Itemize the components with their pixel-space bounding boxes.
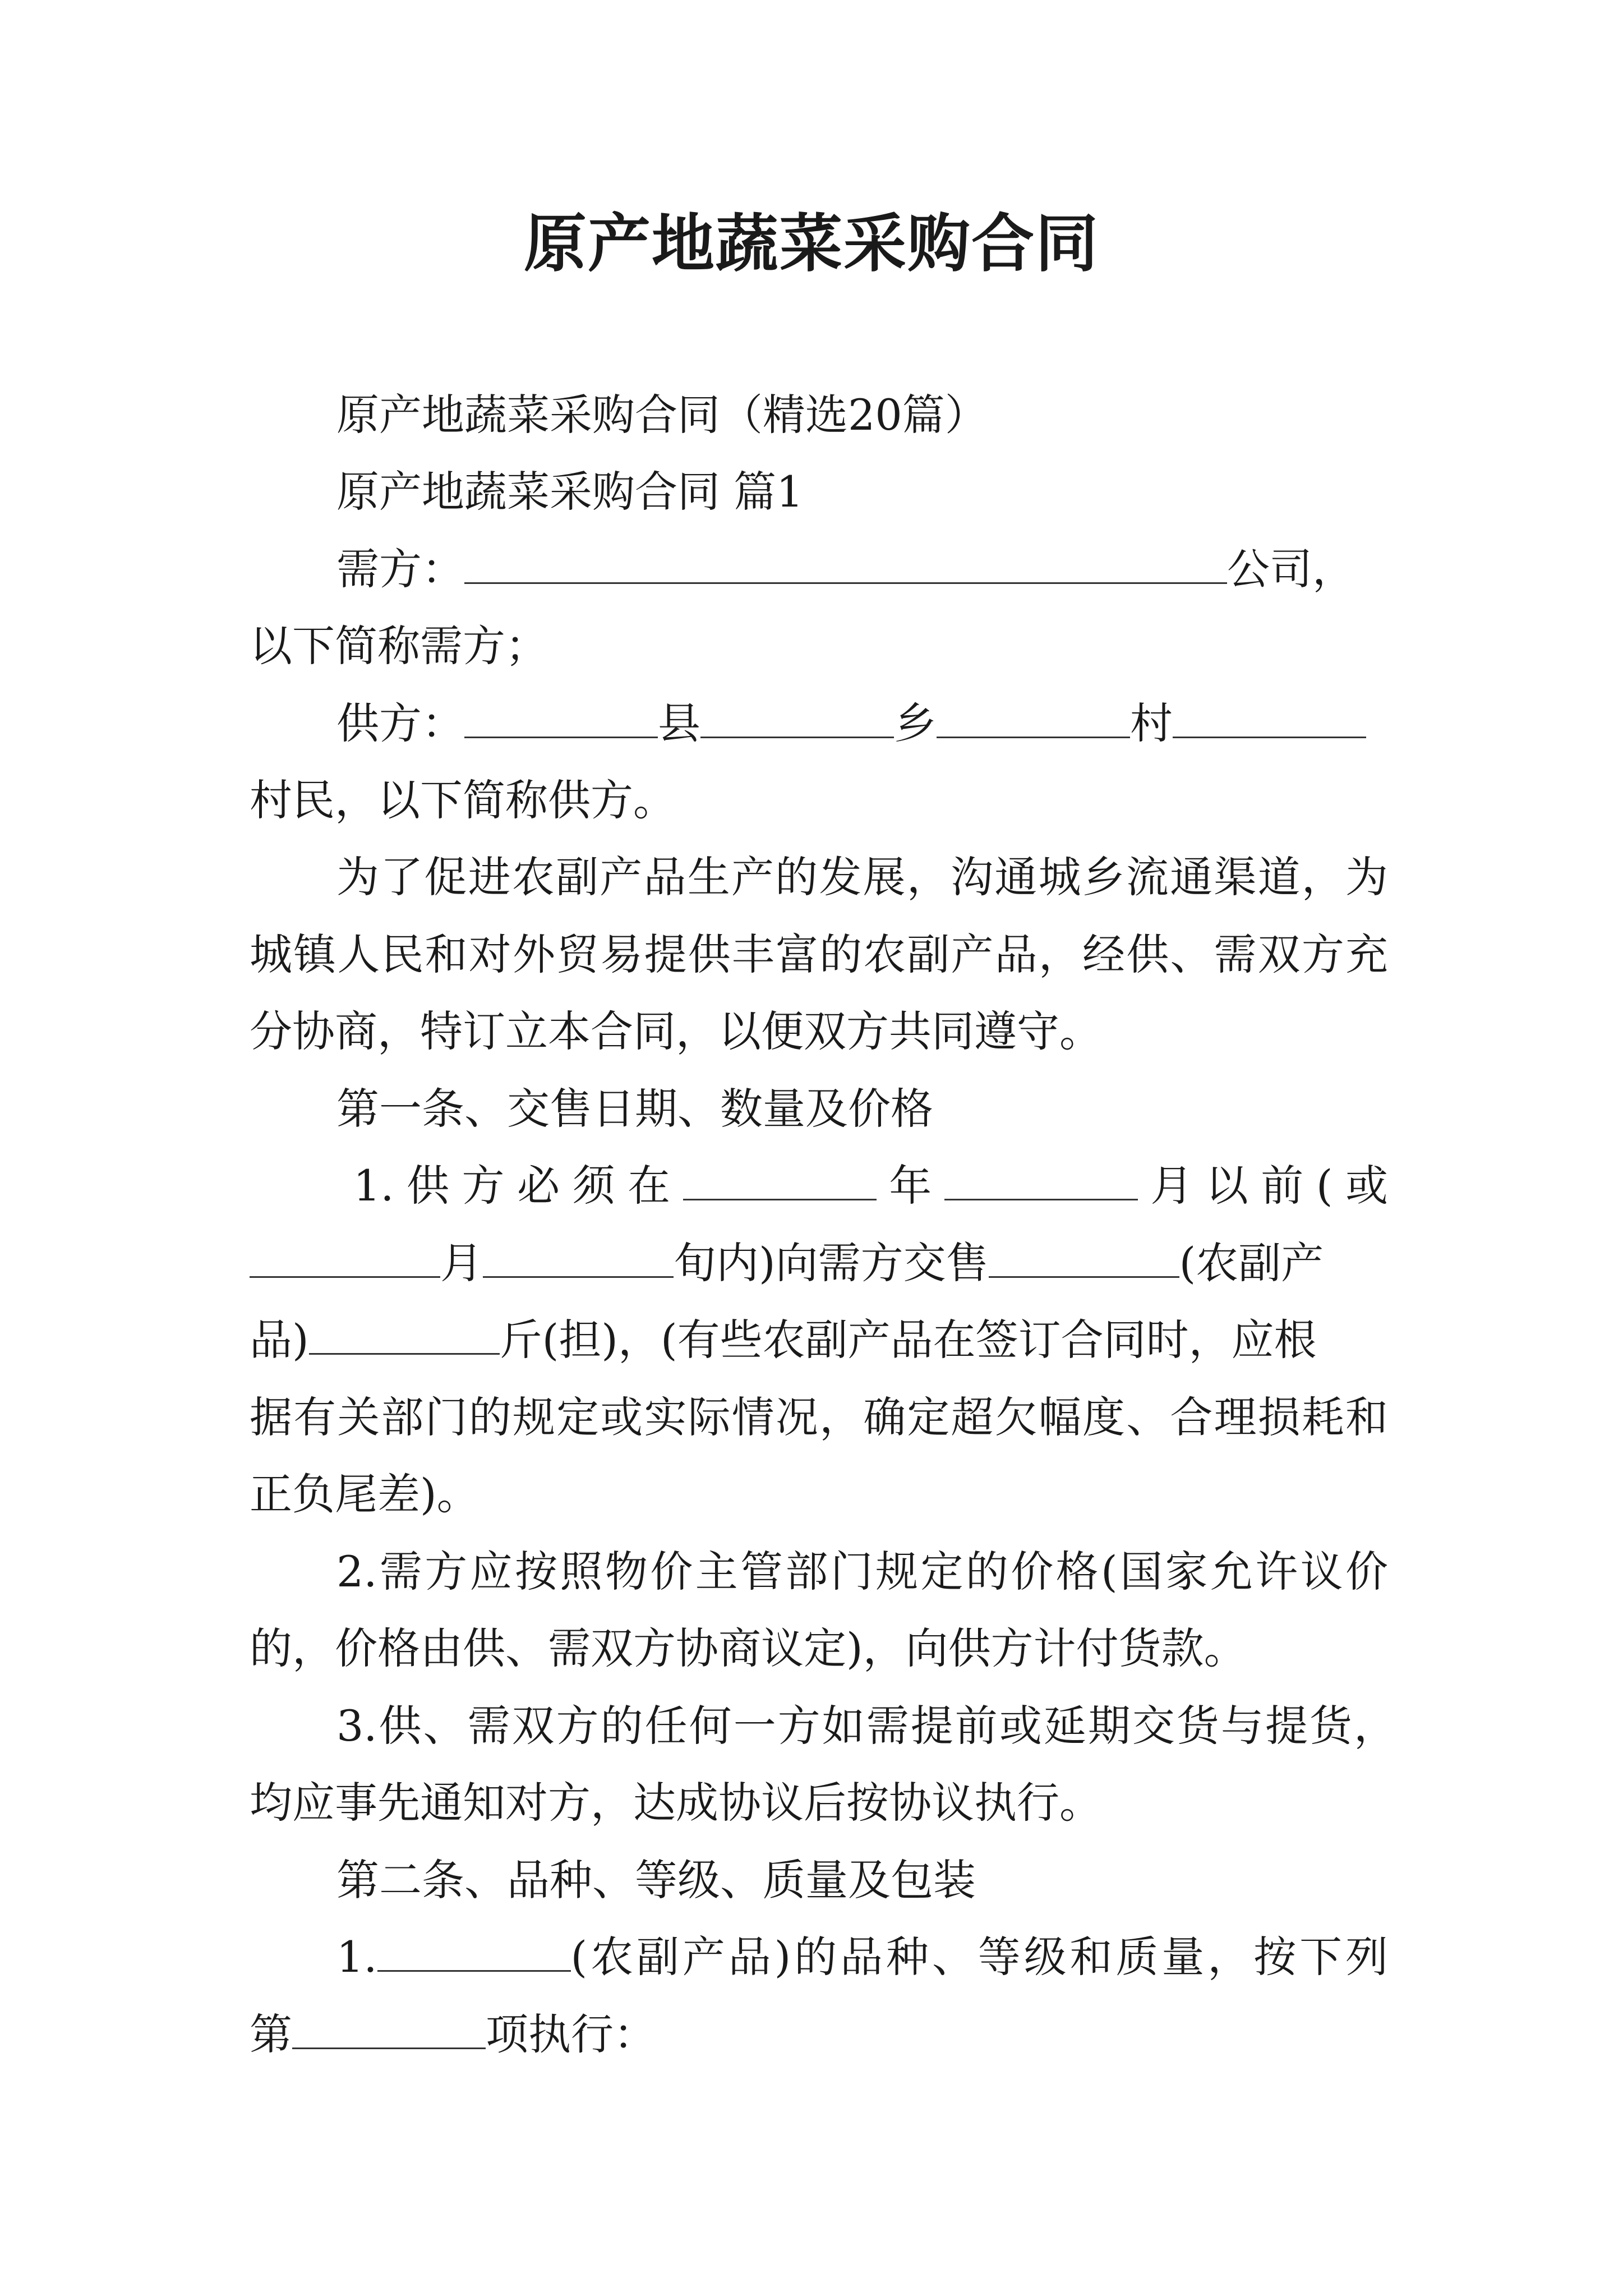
article-1-clause-3-line-1: 3.供、需双方的任何一方如需提前或延期交货与提货， (336, 1701, 1396, 1751)
clause-text: (农副产 (1179, 1238, 1324, 1288)
buyer-name-blank[interactable] (464, 549, 1227, 584)
intro-line-1: 为了促进农副产品生产的发展，沟通城乡流通渠道，为 (336, 852, 1388, 902)
clause-text: 第 (250, 2009, 292, 2059)
intro-line-2: 城镇人民和对外贸易提供丰富的农副产品，经供、需双方充 (250, 930, 1388, 979)
article-1-clause-1-line-3 (250, 1312, 1317, 1368)
article-1-heading: 第一条、交售日期、数量及价格 (336, 1084, 933, 1134)
clause-text: 1. (336, 1932, 377, 1982)
heading-part: 原产地蔬菜采购合同 篇1 (336, 467, 804, 517)
county-label: 县 (658, 698, 700, 748)
product-blank[interactable] (989, 1243, 1179, 1278)
article-1-clause-1-line-4: 据有关部门的规定或实际情况，确定超欠幅度、合理损耗和 (250, 1392, 1388, 1442)
article-1-clause-2-line-1: 2.需方应按照物价主管部门规定的价格(国家允许议价 (336, 1547, 1388, 1596)
product-name-blank[interactable] (377, 1936, 571, 1972)
buyer-line (336, 541, 1355, 597)
clause-text: 月以前(或 (1137, 1161, 1389, 1211)
intro-line-3: 分协商，特订立本合同，以便双方共同遵守。 (250, 1006, 1102, 1056)
heading-main: 原产地蔬菜采购合同（精选20篇） (336, 390, 988, 440)
article-1-clause-1-line-5: 正负尾差)。 (250, 1469, 479, 1519)
clause-text: 旬内)向需方交售 (674, 1238, 989, 1288)
township-blank[interactable] (700, 703, 894, 738)
article-2-heading: 第二条、品种、等级、质量及包装 (336, 1855, 976, 1905)
item-number-blank[interactable] (292, 2014, 486, 2049)
month-blank[interactable] (944, 1165, 1138, 1200)
county-blank[interactable] (464, 703, 658, 738)
month-blank-2[interactable] (250, 1243, 440, 1278)
seller-line (336, 696, 1366, 752)
quantity-blank[interactable] (309, 1319, 500, 1355)
village-label: 村 (1130, 698, 1173, 748)
village-blank[interactable] (937, 703, 1130, 738)
article-2-clause-1-line-2 (250, 2007, 656, 2063)
clause-text: 项执行： (486, 2009, 656, 2059)
document-title: 原产地蔬菜采购合同 (524, 207, 1099, 280)
clause-text: 品) (250, 1315, 309, 1365)
buyer-label: 需方： (336, 544, 464, 594)
month-label: 月 (440, 1238, 483, 1288)
article-1-clause-1-line-1 (353, 1158, 1388, 1214)
township-label: 乡 (894, 698, 937, 748)
article-1-clause-2-line-2: 的，价格由供、需双方协商议定)，向供方计付货款。 (250, 1623, 1247, 1673)
seller-line-2: 村民，以下简称供方。 (250, 775, 676, 825)
article-1-clause-1-line-2 (250, 1235, 1324, 1291)
villager-blank[interactable] (1173, 703, 1366, 738)
seller-label: 供方： (336, 698, 464, 748)
clause-text: 斤(担)，(有些农副产品在签订合同时，应根 (499, 1315, 1317, 1365)
clause-text: 1.供方必须在 (353, 1161, 683, 1211)
buyer-suffix: 公司， (1227, 544, 1355, 594)
clause-text: (农副产品)的品种、等级和质量，按下列 (570, 1932, 1388, 1982)
year-label: 年 (876, 1161, 944, 1211)
year-blank[interactable] (683, 1165, 877, 1200)
article-2-clause-1-line-1 (336, 1929, 1388, 1985)
article-1-clause-3-line-2: 均应事先通知对方，达成协议后按协议执行。 (250, 1778, 1102, 1828)
buyer-line-2: 以下简称需方； (250, 621, 548, 671)
period-blank[interactable] (483, 1243, 674, 1278)
